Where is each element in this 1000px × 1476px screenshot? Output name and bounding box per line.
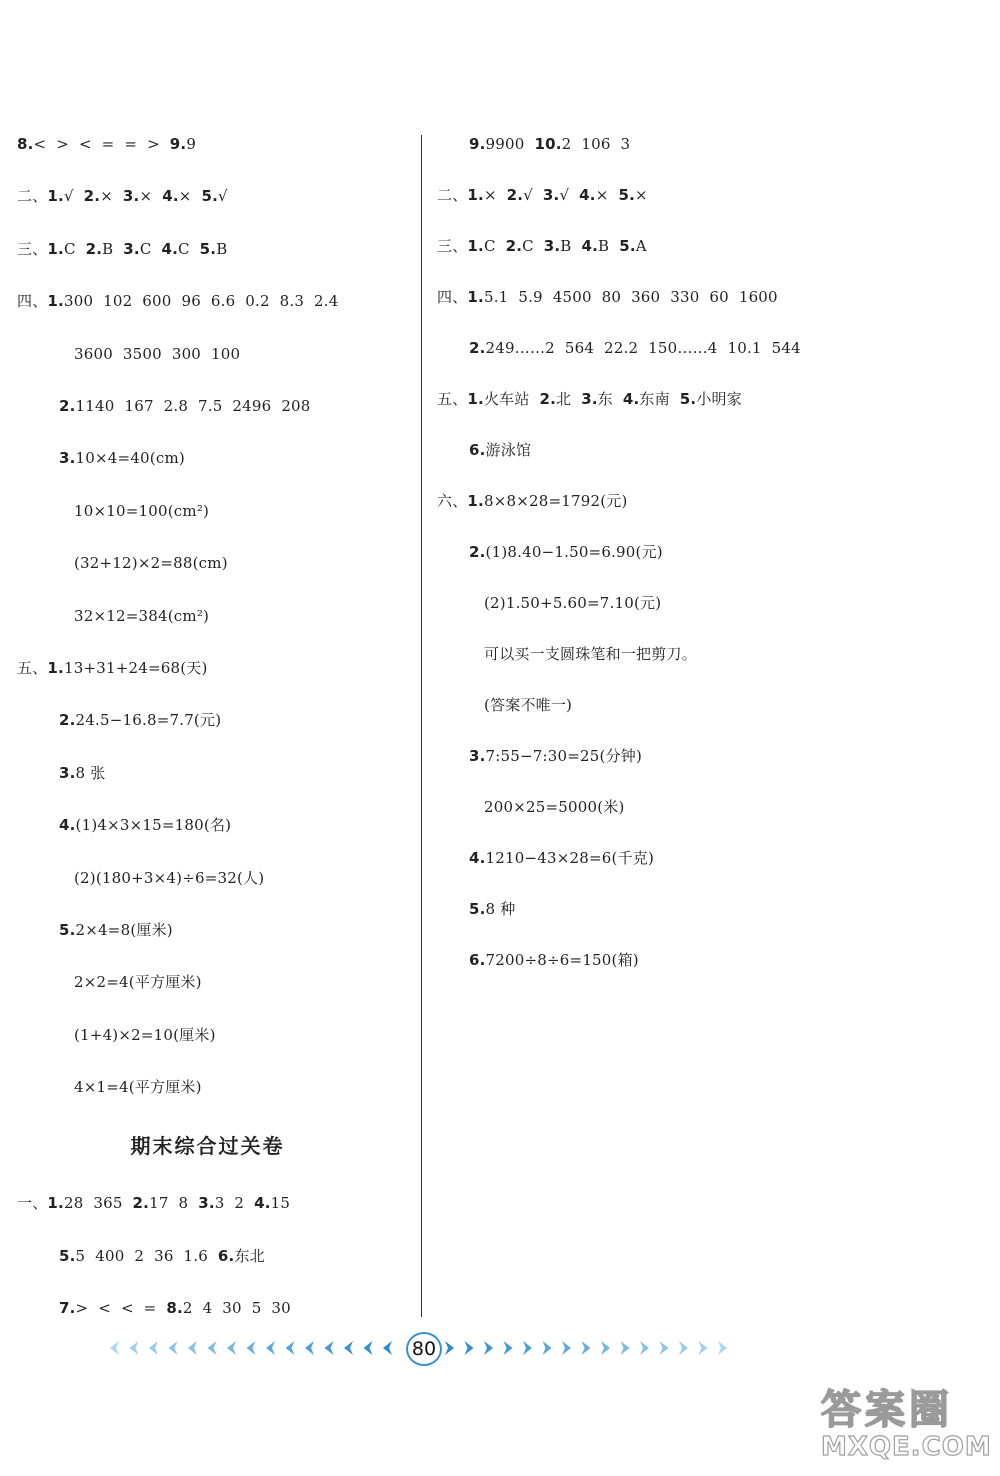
answer-text: √: [218, 187, 228, 206]
answer-text: C: [63, 239, 86, 258]
answer-text: A: [635, 237, 647, 255]
answer-text: 28 365: [63, 1194, 133, 1212]
answer-line: [59, 448, 185, 468]
question-number: 6.: [469, 951, 486, 969]
answer-line: [59, 920, 173, 940]
right-arrow-icon: [445, 1341, 454, 1355]
watermark-url: MXQE.COM: [821, 1432, 992, 1462]
right-arrow-icon: [699, 1341, 708, 1355]
answer-line: [469, 338, 801, 358]
left-arrow-icon: [227, 1341, 236, 1355]
question-number: 4.: [162, 187, 179, 206]
question-number: 1.: [467, 186, 484, 204]
answer-text: 二、: [17, 187, 48, 206]
answer-text: 北: [556, 390, 582, 408]
answer-text: 2×4=8(厘米): [75, 921, 173, 939]
left-arrow-icon: [169, 1341, 178, 1355]
answer-line: [17, 291, 339, 311]
left-arrow-icon: [383, 1341, 392, 1355]
answer-text: 2 106 3: [561, 135, 631, 153]
answer-text: 8×8×28=1792(元): [483, 492, 628, 510]
answer-line: [74, 344, 240, 364]
answer-line: [469, 542, 663, 562]
question-number: 4.: [581, 237, 599, 255]
answer-text: 四、: [17, 292, 48, 311]
question-number: 1.: [467, 492, 484, 510]
question-number: 9.: [469, 135, 486, 153]
answer-text: ×: [634, 186, 648, 204]
page-footer: [100, 1330, 750, 1366]
question-number: 5.: [619, 237, 636, 255]
answer-text: B: [216, 239, 228, 258]
left-arrow-icon: [149, 1341, 158, 1355]
question-number: 5.: [679, 390, 697, 408]
left-arrow-icon: [344, 1341, 353, 1355]
answer-line: [484, 695, 572, 715]
answer-line: [17, 658, 208, 678]
answer-text: C: [483, 237, 506, 255]
answer-text: C: [178, 239, 200, 258]
answer-line: [59, 710, 221, 730]
question-number: 2.: [539, 390, 557, 408]
question-number: 3.: [581, 390, 598, 408]
answer-text: 3 2: [214, 1194, 255, 1212]
answer-text: 249……2 564 22.2 150……4 10.1 544: [485, 339, 801, 357]
answer-text: B: [560, 237, 582, 255]
column-divider: [421, 135, 422, 1317]
answer-line: [437, 287, 778, 307]
question-number: 2.: [469, 543, 486, 561]
answer-line: [74, 553, 228, 573]
answer-line: [74, 606, 209, 626]
right-arrow-icon: [484, 1341, 493, 1355]
answer-text: 2 4 30 5 30: [182, 1299, 291, 1317]
answer-text: 二、: [437, 186, 468, 204]
answer-text: 六、: [437, 492, 468, 510]
right-arrow-icon: [660, 1341, 669, 1355]
question-number: 2.: [83, 187, 101, 206]
question-number: 1.: [467, 390, 484, 408]
right-arrow-icon: [640, 1341, 649, 1355]
answer-text: ×: [483, 186, 507, 204]
answer-text: C: [522, 237, 544, 255]
answer-line: [437, 236, 647, 256]
answer-text: 东: [597, 390, 623, 408]
question-number: 8.: [17, 135, 34, 153]
question-number: 1.: [47, 239, 64, 258]
answer-line: [469, 848, 654, 868]
question-number: 2.: [85, 239, 103, 258]
answer-text: 4×1=4(平方厘米): [74, 1078, 202, 1097]
answer-text: 17 8: [149, 1194, 199, 1212]
right-arrow-icon: [543, 1341, 552, 1355]
answer-line: [59, 815, 231, 835]
answer-text: 15: [270, 1194, 291, 1212]
right-arrow-icon: [465, 1341, 474, 1355]
answer-text: 五、: [17, 659, 48, 677]
answer-text: 32×12=384(cm²): [74, 606, 210, 625]
answer-text: (2)1.50+5.60=7.10(元): [484, 594, 662, 612]
answer-text: 火车站: [483, 390, 540, 408]
answer-text: 5 400 2 36 1.6: [75, 1246, 218, 1265]
answer-line: [74, 972, 202, 992]
right-arrow-icon: [601, 1341, 610, 1355]
answer-text: B: [102, 239, 124, 258]
answer-line: [74, 1025, 216, 1045]
answer-text: 三、: [437, 237, 468, 255]
answer-text: √: [63, 187, 84, 206]
answer-text: ×: [595, 186, 619, 204]
answer-text: 一、: [17, 1194, 48, 1212]
answer-line: [74, 1077, 202, 1097]
right-arrow-icon: [582, 1341, 591, 1355]
answer-text: 10×4=40(cm): [75, 449, 185, 468]
question-number: 6.: [217, 1246, 235, 1265]
question-number: 5.: [59, 921, 76, 939]
question-number: 1.: [467, 288, 484, 306]
question-number: 3.: [59, 449, 76, 468]
answer-text: 三、: [17, 239, 48, 258]
question-number: 9.: [169, 135, 187, 153]
answer-text: 四、: [437, 288, 468, 306]
question-number: 4.: [622, 390, 640, 408]
answer-text: C: [139, 239, 162, 258]
left-arrow-icon: [305, 1341, 314, 1355]
answer-text: 9900: [485, 135, 535, 153]
answer-text: 8 种: [485, 900, 516, 918]
answer-text: 游泳馆: [485, 441, 532, 459]
answer-line: [17, 186, 228, 206]
answer-text: √: [559, 186, 580, 204]
answer-text: 7200÷8÷6=150(箱): [485, 951, 639, 969]
question-number: 7.: [59, 1299, 76, 1317]
section-title: 期末综合过关卷: [130, 1134, 285, 1158]
answer-text: ×: [139, 187, 163, 206]
answer-text: ×: [100, 187, 123, 206]
answer-line: [74, 501, 209, 521]
question-number: 6.: [469, 441, 486, 459]
answer-text: 小明家: [696, 390, 742, 408]
question-number: 5.: [618, 186, 635, 204]
answer-line: [469, 134, 630, 154]
left-arrow-icon: [286, 1341, 295, 1355]
question-number: 3.: [122, 187, 140, 206]
question-number: 4.: [254, 1194, 271, 1212]
answer-text: (1)8.40−1.50=6.90(元): [485, 543, 663, 561]
answer-text: √: [523, 186, 543, 204]
left-arrow-icon: [325, 1341, 334, 1355]
answer-text: (答案不唯一): [484, 696, 573, 714]
answer-text: 9: [186, 135, 197, 153]
answer-text: 东北: [234, 1246, 265, 1265]
answer-text: (1+4)×2=10(厘米): [74, 1025, 216, 1044]
answer-line: [484, 644, 697, 664]
answer-line: [469, 746, 642, 766]
answer-line: [17, 1193, 290, 1213]
answer-text: 300 102 600 96 6.6 0.2 8.3 2.4: [63, 292, 339, 311]
question-number: 5.: [199, 239, 217, 258]
right-arrow-icon: [504, 1341, 513, 1355]
question-number: 3.: [542, 186, 560, 204]
question-number: 2.: [469, 339, 486, 357]
answer-text: 13+31+24=68(天): [63, 659, 208, 677]
question-number: 3.: [543, 237, 561, 255]
right-arrow-icon: [621, 1341, 630, 1355]
answer-line: [484, 797, 625, 817]
answer-text: ×: [178, 187, 202, 206]
left-arrow-icon: [110, 1341, 119, 1355]
answer-line: [469, 440, 531, 460]
answer-line: [59, 1298, 291, 1318]
answer-text: B: [598, 237, 620, 255]
left-arrow-icon: [130, 1341, 139, 1355]
left-arrow-icon: [266, 1341, 275, 1355]
question-number: 1.: [47, 187, 64, 206]
question-number: 4.: [469, 849, 486, 867]
answer-text: 1140 167 2.8 7.5 2496 208: [75, 397, 311, 415]
answer-line: [74, 868, 264, 888]
answer-line: [59, 396, 311, 416]
question-number: 1.: [47, 292, 64, 311]
right-arrow-icon: [523, 1341, 532, 1355]
question-number: 2.: [59, 711, 76, 730]
question-number: 3.: [123, 239, 140, 258]
answer-line: [484, 593, 661, 613]
answer-line: [469, 950, 639, 970]
answer-text: 8 张: [75, 763, 106, 782]
question-number: 4.: [161, 239, 179, 258]
question-number: 4.: [579, 186, 596, 204]
answer-text: 五、: [437, 390, 468, 408]
question-number: 10.: [534, 135, 562, 153]
answer-text: > < < =: [75, 1299, 167, 1317]
question-number: 3.: [469, 747, 486, 765]
left-arrow-icon: [364, 1341, 373, 1355]
answer-text: 7:55−7:30=25(分钟): [485, 747, 643, 765]
watermark: [815, 1378, 995, 1470]
question-number: 2.: [506, 186, 524, 204]
answer-text: (32+12)×2=88(cm): [74, 554, 228, 573]
answer-line: [437, 185, 648, 205]
answer-text: 1210−43×28=6(千克): [485, 849, 655, 867]
question-number: 5.: [469, 900, 486, 918]
answer-text: 2×2=4(平方厘米): [74, 973, 202, 992]
answer-text: 3600 3500 300 100: [74, 344, 241, 363]
answer-text: (1)4×3×15=180(名): [75, 816, 232, 835]
right-arrow-icon: [679, 1341, 688, 1355]
answer-line: [437, 389, 742, 409]
watermark-logo: 答案圈: [821, 1387, 953, 1433]
right-arrow-icon: [718, 1341, 727, 1355]
question-number: 2.: [505, 237, 523, 255]
page-number: 80: [406, 1332, 442, 1366]
answer-line: [17, 134, 196, 154]
answer-line: [469, 899, 515, 919]
left-arrow-icon: [247, 1341, 256, 1355]
left-arrow-icon: [188, 1341, 197, 1355]
question-number: 3.: [59, 763, 76, 782]
answer-line: [17, 239, 227, 259]
question-number: 3.: [198, 1194, 215, 1212]
answer-text: 10×10=100(cm²): [74, 501, 210, 520]
question-number: 1.: [467, 237, 484, 255]
answer-text: 5.1 5.9 4500 80 360 330 60 1600: [483, 288, 778, 306]
question-number: 4.: [59, 816, 76, 835]
question-number: 1.: [47, 1194, 64, 1212]
answer-line: [59, 1246, 265, 1266]
answer-line: [437, 491, 628, 511]
question-number: 5.: [201, 187, 218, 206]
right-arrow-icon: [562, 1341, 571, 1355]
answer-line: [59, 763, 105, 783]
left-arrow-icon: [208, 1341, 217, 1355]
question-number: 2.: [59, 397, 76, 415]
answer-text: 可以买一支圆珠笔和一把剪刀。: [484, 645, 697, 663]
answer-text: 东南: [639, 390, 680, 408]
answer-text: 24.5−16.8=7.7(元): [75, 711, 222, 730]
question-number: 5.: [59, 1246, 76, 1265]
answer-text: < > < = = >: [33, 135, 170, 153]
question-number: 2.: [132, 1194, 150, 1212]
answer-text: 200×25=5000(米): [484, 798, 625, 816]
question-number: 1.: [47, 659, 64, 677]
question-number: 8.: [166, 1299, 183, 1317]
answer-text: (2)(180+3×4)÷6=32(人): [74, 868, 265, 887]
